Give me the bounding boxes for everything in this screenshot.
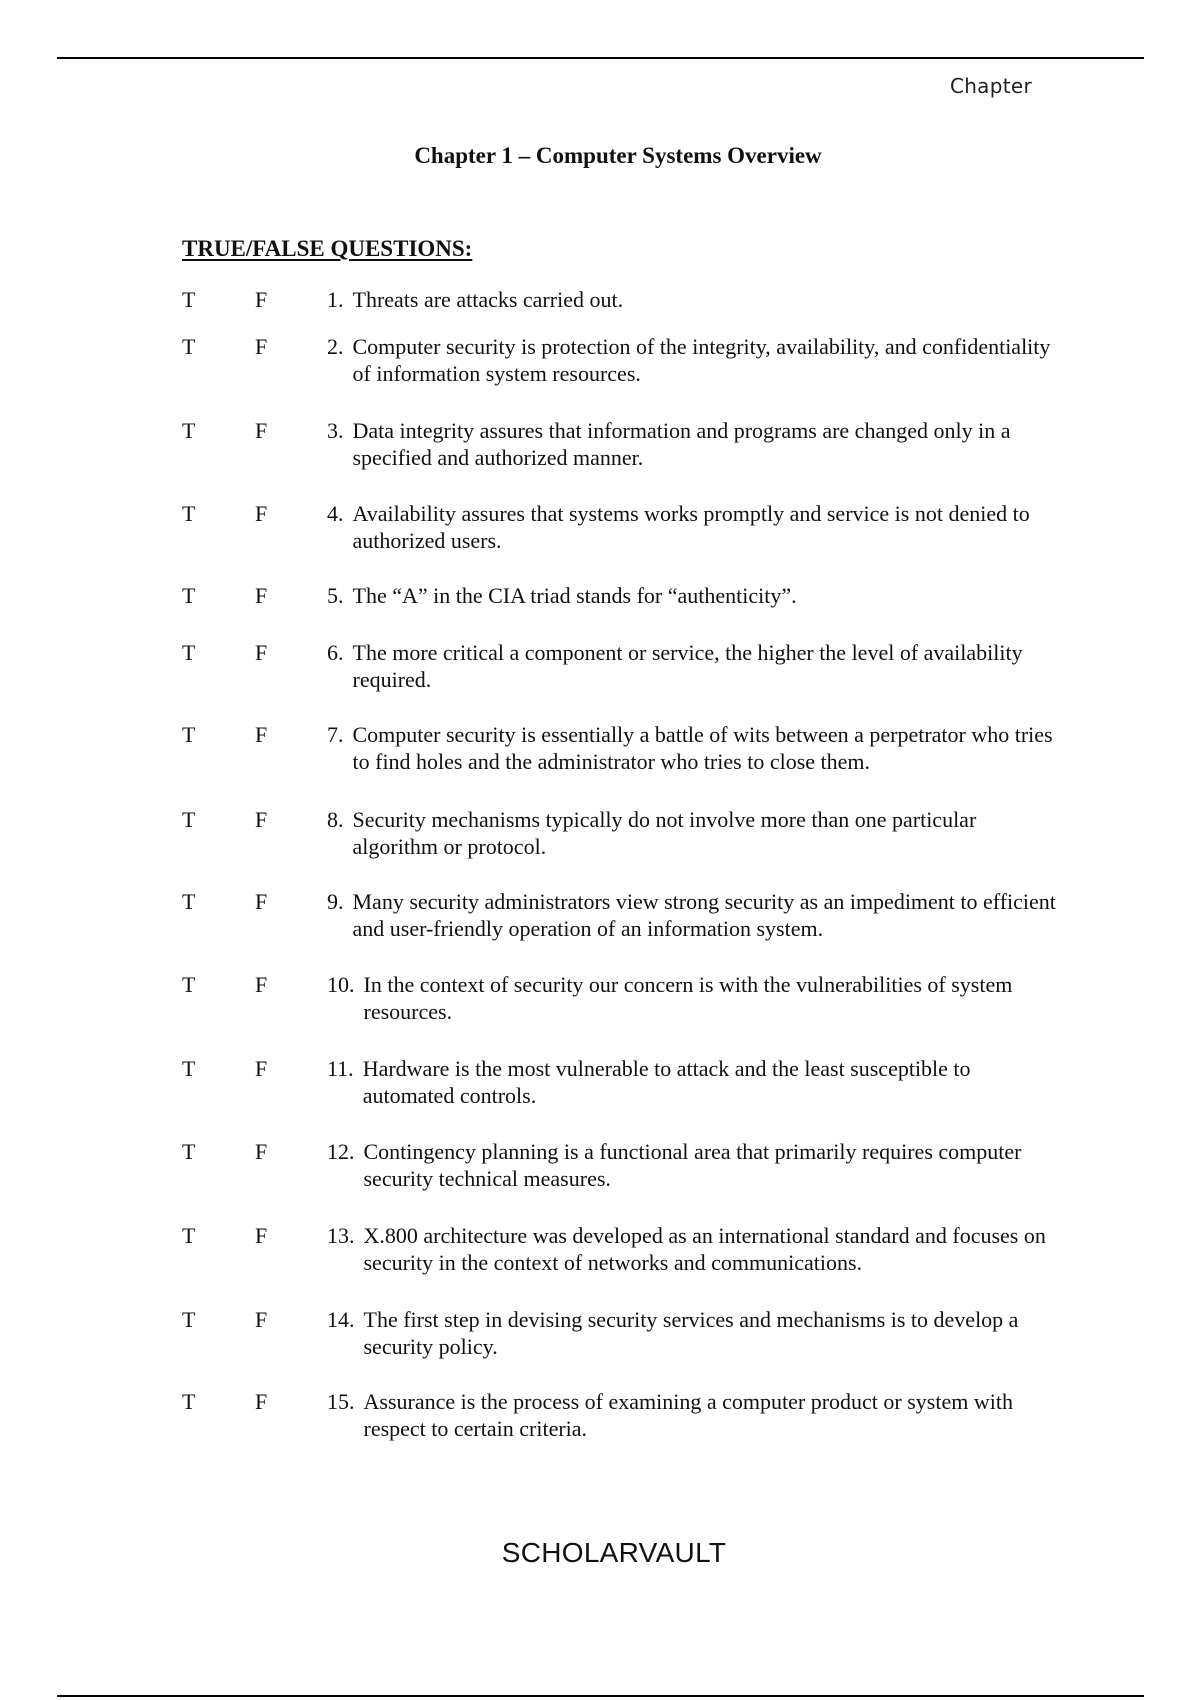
question-item [182,1388,1062,1448]
question-item [182,1222,1062,1306]
question-number: 4. [327,501,344,526]
question-number: 5. [327,583,344,608]
question-number: 2. [327,334,344,359]
question-item [182,888,1062,971]
question-item [182,286,1062,333]
chapter-title: Chapter 1 – Computer Systems Overview [414,143,822,168]
question-item [182,582,1062,639]
question-text: Contingency planning is a functional area that primarily requires computer security technical measures. [363,1139,1022,1191]
question-item [182,639,1062,721]
question-text: X.800 architecture was developed as an international standard and focuses on security in the context of networks and communications. [363,1223,1046,1275]
true-option: T [182,418,196,443]
true-option: T [182,1056,196,1081]
false-option: F [255,1389,268,1414]
false-option: F [255,1139,268,1164]
true-option: T [182,1389,196,1414]
false-option: F [255,722,268,747]
false-option: F [255,1307,268,1332]
false-option: F [255,972,268,997]
question-text: Availability assures that systems works promptly and service is not denied to authorized users. [352,501,1030,553]
question-item [182,500,1062,582]
false-option: F [255,640,268,665]
false-option: F [255,287,268,312]
running-head: Chapter [949,74,1032,98]
true-option: T [182,722,196,747]
question-text: The first step in devising security services and mechanisms is to develop a security policy. [363,1307,1019,1359]
question-item [182,971,1062,1055]
question-number: 13. [327,1223,355,1248]
question-text: The “A” in the CIA triad stands for “authenticity”. [352,583,797,608]
false-option: F [255,1223,268,1248]
true-option: T [182,1139,196,1164]
false-option: F [255,1056,268,1081]
question-text: Threats are attacks carried out. [352,287,624,312]
question-text: Assurance is the process of examining a computer product or system with respect to certain criteria. [363,1389,1013,1441]
question-item [182,417,1062,500]
question-number: 7. [327,722,344,747]
question-item [182,333,1062,417]
question-item [182,721,1062,806]
false-option: F [255,807,268,832]
question-number: 3. [327,418,344,443]
true-option: T [182,334,196,359]
bottom-rule [57,1695,1144,1697]
true-option: T [182,287,196,312]
question-text: The more critical a component or service, the higher the level of availability required. [352,640,1023,692]
true-option: T [182,889,196,914]
question-text: Hardware is the most vulnerable to attack and the least susceptible to automated controls. [362,1056,971,1108]
question-number: 8. [327,807,344,832]
question-number: 9. [327,889,344,914]
question-number: 11. [327,1056,354,1081]
question-item [182,1306,1062,1388]
false-option: F [255,583,268,608]
section-heading: TRUE/FALSE QUESTIONS: [182,236,473,261]
footer-brand: SCHOLARVAULT [501,1537,727,1568]
question-text: Security mechanisms typically do not involve more than one particular algorithm or protocol. [352,807,977,859]
question-number: 1. [327,287,344,312]
question-text: Computer security is protection of the integrity, availability, and confidentiality of information system resources. [352,334,1051,386]
top-rule [57,57,1144,59]
false-option: F [255,501,268,526]
false-option: F [255,889,268,914]
question-list [182,286,1062,1448]
question-item [182,806,1062,888]
question-text: Computer security is essentially a battle of wits between a perpetrator who tries to find holes and the administrator who tries to close them. [352,722,1053,774]
true-option: T [182,501,196,526]
question-text: Many security administrators view strong security as an impediment to efficient and user-friendly operation of an information system. [352,889,1056,941]
true-option: T [182,1223,196,1248]
false-option: F [255,418,268,443]
true-option: T [182,640,196,665]
question-number: 12. [327,1139,355,1164]
question-text: Data integrity assures that information and programs are changed only in a specified and authorized manner. [352,418,1011,470]
question-item [182,1055,1062,1138]
question-number: 6. [327,640,344,665]
question-item [182,1138,1062,1222]
question-number: 10. [327,972,355,997]
question-number: 14. [327,1307,355,1332]
true-option: T [182,972,196,997]
question-number: 15. [327,1389,355,1414]
true-option: T [182,583,196,608]
true-option: T [182,807,196,832]
true-option: T [182,1307,196,1332]
question-text: In the context of security our concern is with the vulnerabilities of system resources. [363,972,1013,1024]
false-option: F [255,334,268,359]
